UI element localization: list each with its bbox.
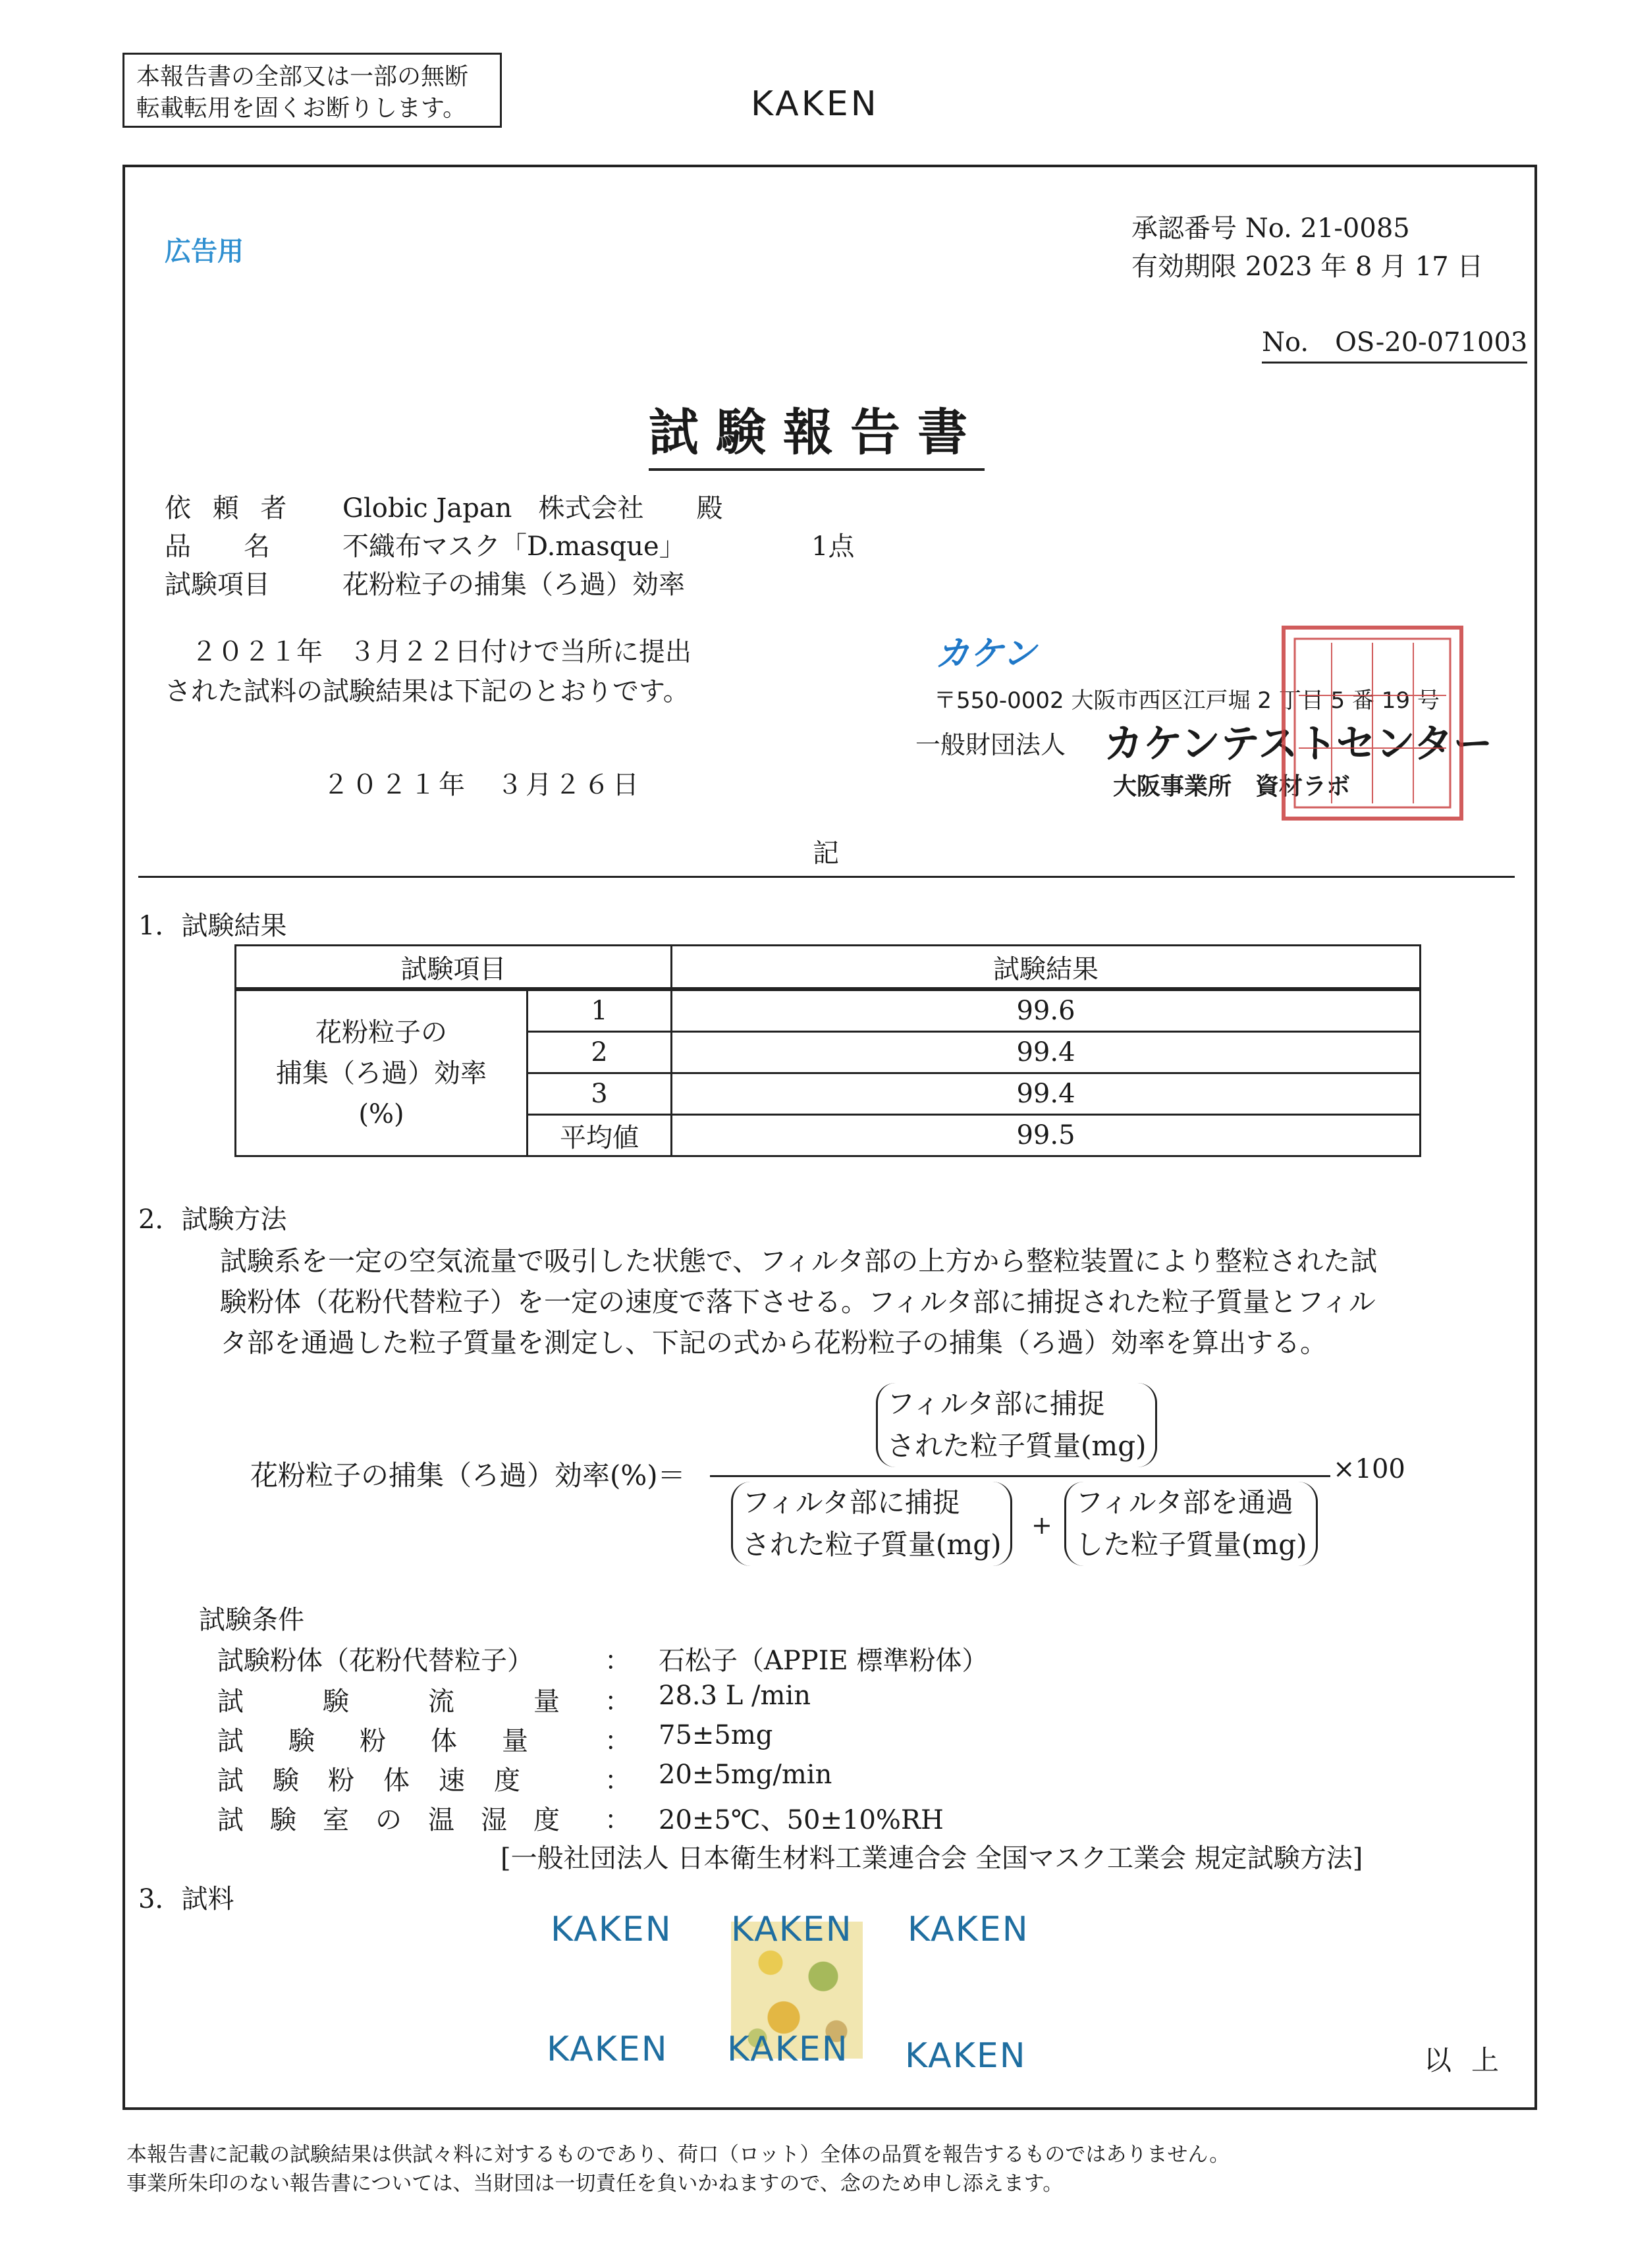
col-header-item: 試験項目 bbox=[236, 946, 672, 990]
trial-value: 99.6 bbox=[672, 989, 1421, 1032]
product-value: 不織布マスク「D.masque」 bbox=[342, 531, 686, 562]
condition-label: 試験粉体（花粉代替粒子） bbox=[217, 1646, 533, 1676]
sample-mark: KAKEN bbox=[731, 1910, 853, 1949]
notice-line-1: 本報告書の全部又は一部の無断 bbox=[136, 63, 469, 90]
issuer-department: 大阪事業所 資材ラボ bbox=[1113, 773, 1351, 800]
product-label: 品 名 bbox=[165, 531, 270, 562]
formula-denominator-1 bbox=[731, 1482, 1012, 1566]
method-description bbox=[220, 1241, 1504, 1363]
footer-notes bbox=[126, 2140, 1230, 2198]
approval-expiry: 有効期限 2023 年 8 月 17 日 bbox=[1131, 252, 1484, 282]
official-seal-stamp bbox=[1282, 626, 1463, 821]
item-cell bbox=[236, 989, 528, 1156]
method-line-2: 験粉体（花粉代替粒子）を一定の速度で落下させる。フィルタ部に捕捉された粒子質量とフィル bbox=[220, 1286, 1376, 1318]
item-line-2: 捕集（ろ過）効率 bbox=[276, 1058, 487, 1089]
end-mark: 以上 bbox=[1424, 2044, 1519, 2076]
footer-line-2: 事業所朱印のない報告書については、当財団は一切責任を負いかねますので、念のため申し添えます。 bbox=[126, 2172, 1064, 2196]
condition-label: 試 験 室 の 温 湿 度 bbox=[217, 1805, 560, 1835]
formula-num-line-1: フィルタ部に捕捉 bbox=[887, 1388, 1105, 1420]
item-line-1: 花粉粒子の bbox=[315, 1017, 447, 1048]
trial-value: 99.4 bbox=[672, 1073, 1421, 1115]
kaken-logo: カケン bbox=[935, 634, 1037, 674]
item-line-3: (%) bbox=[358, 1098, 404, 1129]
test-item-value: 花粉粒子の捕集（ろ過）効率 bbox=[342, 570, 685, 600]
advertising-label: 広告用 bbox=[165, 236, 244, 267]
average-label: 平均値 bbox=[528, 1115, 672, 1156]
formula-lhs: 花粉粒子の捕集（ろ過）効率(%)＝ bbox=[250, 1459, 686, 1492]
report-date: ２０２１年 ３月２６日 bbox=[323, 770, 641, 800]
condition-label: 試 験 流 量 bbox=[217, 1687, 586, 1717]
ki-mark: 記 bbox=[813, 838, 839, 869]
trial-label: 2 bbox=[528, 1032, 672, 1073]
report-number: No. OS-20-071003 bbox=[1262, 321, 1527, 364]
approval-number: 承認番号 No. 21-0085 bbox=[1131, 213, 1410, 244]
issuer-address: 〒550-0002 大阪市西区江戸堀 2 丁目 5 番 19 号 bbox=[934, 688, 1440, 714]
product-count: 1点 bbox=[811, 531, 855, 562]
reproduction-notice bbox=[122, 53, 502, 128]
trial-label: 3 bbox=[528, 1073, 672, 1115]
condition-colon: ： bbox=[605, 1805, 631, 1835]
condition-value: 28.3 L /min bbox=[659, 1681, 811, 1711]
intro-line-1: ２０２１年 ３月２２日付けで当所に提出 bbox=[191, 637, 692, 667]
sample-mark: KAKEN bbox=[551, 1910, 672, 1949]
condition-value: 石松子（APPIE 標準粉体） bbox=[659, 1646, 989, 1676]
condition-colon: ： bbox=[605, 1646, 631, 1676]
formula-den2-line-2: した粒子質量(mg) bbox=[1075, 1528, 1307, 1561]
trial-label: 1 bbox=[528, 989, 672, 1032]
sample-mark: KAKEN bbox=[905, 2036, 1027, 2076]
test-item-label: 試験項目 bbox=[165, 570, 270, 600]
seal-icon bbox=[1286, 630, 1459, 817]
method-line-3: タ部を通過した粒子質量を測定し、下記の式から花粉粒子の捕集（ろ過）効率を算出する。 bbox=[220, 1327, 1327, 1359]
intro-text bbox=[165, 632, 692, 711]
kaken-header-logo: KAKEN bbox=[751, 84, 879, 124]
formula-den2-line-1: フィルタ部を通過 bbox=[1075, 1486, 1293, 1519]
average-value: 99.5 bbox=[672, 1115, 1421, 1156]
trial-value: 99.4 bbox=[672, 1032, 1421, 1073]
section-3-heading: 3．試料 bbox=[138, 1884, 234, 1914]
condition-label: 試 験 粉 体 速 度 bbox=[217, 1766, 522, 1796]
sample-mark: KAKEN bbox=[727, 2030, 849, 2069]
issuer-org-type: 一般財団法人 bbox=[915, 730, 1066, 759]
approval-block bbox=[1131, 209, 1483, 286]
footer-line-1: 本報告書に記載の試験結果は供試々料に対するものであり、荷口（ロット）全体の品質を報告するものではありません。 bbox=[126, 2143, 1230, 2167]
results-table bbox=[234, 944, 1421, 1157]
formula-numerator bbox=[876, 1383, 1157, 1467]
formula-num-line-2: された粒子質量(mg) bbox=[887, 1430, 1147, 1462]
client-value: Globic Japan 株式会社 殿 bbox=[342, 493, 723, 524]
notice-line-2: 転載転用を固くお断りします。 bbox=[136, 95, 467, 122]
formula-times: ×100 bbox=[1333, 1454, 1405, 1484]
formula-plus: + bbox=[1031, 1511, 1052, 1540]
condition-colon: ： bbox=[605, 1726, 631, 1756]
intro-line-2: された試料の試験結果は下記のとおりです。 bbox=[165, 676, 690, 707]
col-header-result: 試験結果 bbox=[672, 946, 1421, 990]
section-1-heading: 1．試験結果 bbox=[138, 911, 287, 941]
condition-value: 20±5℃、50±10%RH bbox=[659, 1805, 944, 1835]
formula-denominator-2 bbox=[1064, 1482, 1318, 1566]
method-line-1: 試験系を一定の空気流量で吸引した状態で、フィルタ部の上方から整粒装置により整粒された試 bbox=[220, 1245, 1378, 1277]
conditions-heading: 試験条件 bbox=[199, 1605, 304, 1635]
horizontal-divider bbox=[138, 876, 1515, 878]
table-row bbox=[236, 989, 1421, 1032]
table-header-row bbox=[236, 946, 1421, 990]
client-label: 依 頼 者 bbox=[165, 493, 294, 524]
condition-label: 試 験 粉 体 量 bbox=[217, 1726, 537, 1756]
page-title: 試験報告書 bbox=[649, 392, 985, 471]
formula-den1-line-2: された粒子質量(mg) bbox=[742, 1528, 1002, 1561]
fraction-bar bbox=[710, 1475, 1330, 1477]
condition-value: 20±5mg/min bbox=[659, 1760, 832, 1790]
condition-value: 75±5mg bbox=[659, 1720, 773, 1750]
section-2-heading: 2．試験方法 bbox=[138, 1204, 287, 1235]
condition-colon: ： bbox=[605, 1766, 631, 1796]
condition-colon: ： bbox=[605, 1687, 631, 1717]
test-standard: [一般社団法人 日本衛生材料工業連合会 全国マスク工業会 規定試験方法] bbox=[501, 1843, 1363, 1874]
sample-mark: KAKEN bbox=[908, 1910, 1029, 1949]
formula-den1-line-1: フィルタ部に捕捉 bbox=[742, 1486, 960, 1519]
issuer-org-name: カケンテストセンター bbox=[1104, 721, 1493, 767]
sample-mark: KAKEN bbox=[547, 2030, 668, 2069]
